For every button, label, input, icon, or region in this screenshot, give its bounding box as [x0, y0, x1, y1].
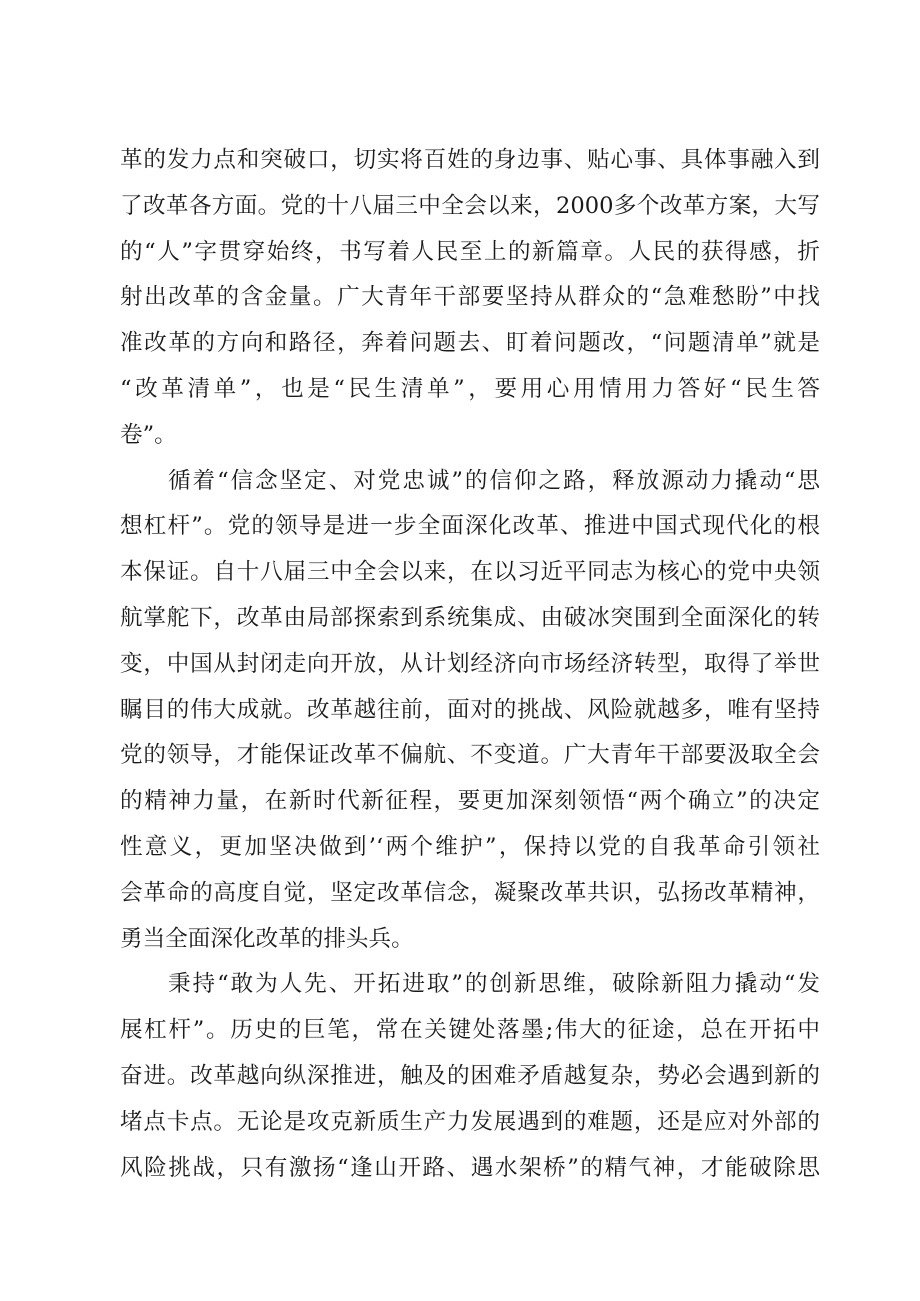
paragraph-1: [120, 138, 820, 459]
paragraph-line: 的精神力量，在新时代新征程，要更加深刻领悟“两个确立”的决定: [120, 788, 820, 815]
paragraph-line: 秉持“敢为人先、开拓进取”的创新思维，破除新阻力撬动“发: [168, 971, 820, 998]
paragraph-line: “改革清单”，也是“民生清单”，要用心用情用力答好“民生答: [120, 375, 820, 402]
paragraph-3: [120, 962, 820, 1191]
paragraph-2: [120, 459, 820, 963]
paragraph-line: 想杠杆”。党的领导是进一步全面深化改革、推进中国式现代化的根: [120, 513, 820, 540]
paragraph-line: 展杠杆”。历史的巨笔，常在关键处落墨;伟大的征途，总在开拓中: [120, 1017, 820, 1044]
paragraph-line: 射出改革的含金量。广大青年干部要坚持从群众的“急难愁盼”中找: [120, 284, 820, 311]
paragraph-line: 会革命的高度自觉，坚定改革信念，凝聚改革共识，弘扬改革精神，: [120, 879, 820, 906]
paragraph-line: 风险挑战，只有激扬“逢山开路、遇水架桥”的精气神，才能破除思: [120, 1154, 820, 1181]
paragraph-line: 革的发力点和突破口，切实将百姓的身边事、贴心事、具体事融入到: [120, 147, 820, 173]
paragraph-line: 航掌舵下，改革由局部探索到系统集成、由破冰突围到全面深化的转: [120, 604, 820, 631]
paragraph-line: 本保证。自十八届三中全会以来，在以习近平同志为核心的党中央领: [120, 559, 820, 586]
paragraph-line: 准改革的方向和路径，奔着问题去、盯着问题改，“问题清单”就是: [120, 330, 820, 357]
document-body: [120, 138, 820, 1191]
paragraph-line: 党的领导，才能保证改革不偏航、不变道。广大青年干部要汲取全会: [120, 742, 820, 769]
paragraph-line: 性意义，更加坚决做到’‘两个维护”，保持以党的自我革命引领社: [120, 833, 820, 860]
paragraph-line: 奋进。改革越向纵深推进，触及的困难矛盾越复杂，势必会遇到新的: [120, 1062, 820, 1089]
paragraph-line: 瞩目的伟大成就。改革越往前，面对的挑战、风险就越多，唯有坚持: [120, 696, 820, 723]
paragraph-line: 的“人”字贯穿始终，书写着人民至上的新篇章。人民的获得感，折: [120, 238, 820, 265]
paragraph-line: 堵点卡点。无论是攻克新质生产力发展遇到的难题，还是应对外部的: [120, 1108, 820, 1135]
paragraph-line: 勇当全面深化改革的排头兵。: [120, 925, 414, 952]
paragraph-line: 循着“信念坚定、对党忠诚”的信仰之路，释放源动力撬动“思: [168, 467, 820, 494]
paragraph-line: 卷”。: [120, 421, 177, 448]
paragraph-line: 变，中国从封闭走向开放，从计划经济向市场经济转型，取得了举世: [120, 650, 820, 677]
paragraph-line: 了改革各方面。党的十八届三中全会以来，2000多个改革方案，大写: [120, 192, 820, 219]
